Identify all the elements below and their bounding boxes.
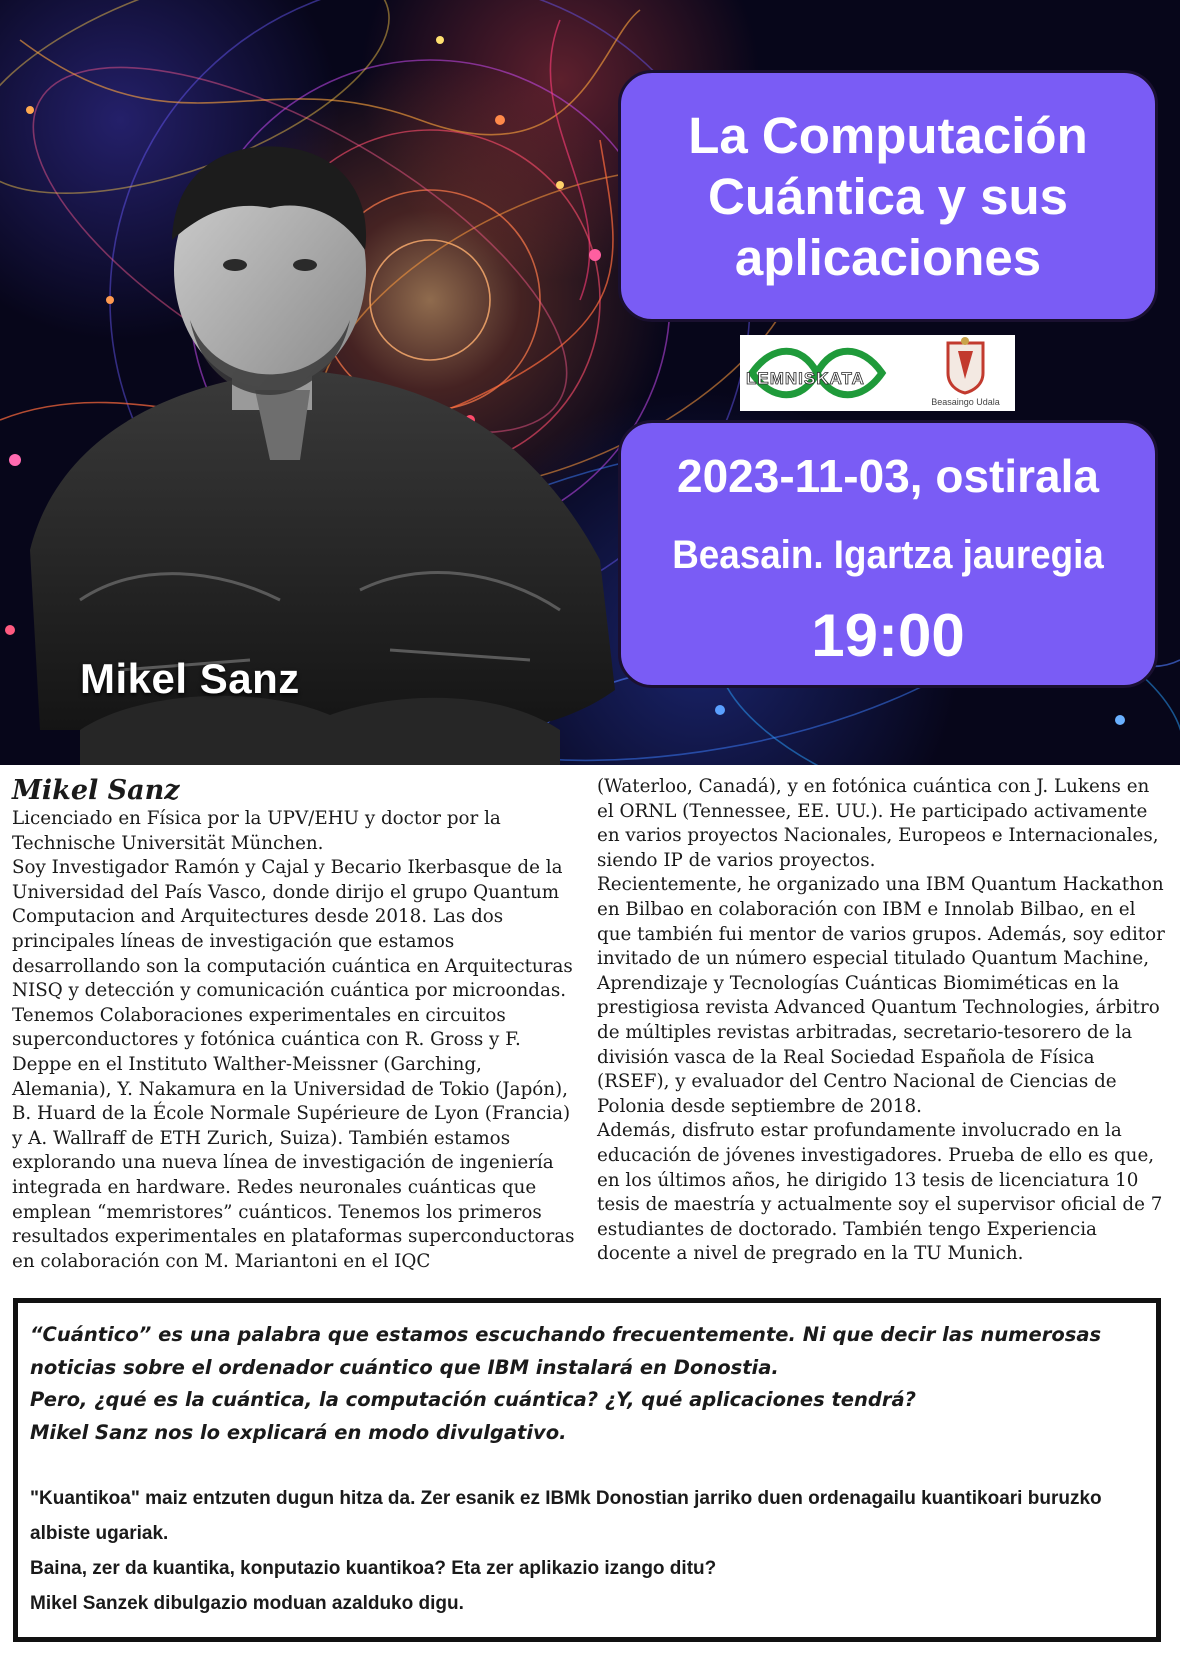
- bio-paragraph: Recientemente, he organizado una IBM Quantum Hackathon en Bilbao en colaboración con IBM e Innolab Bilbao, en el que también fui mentor de varios grupos. Además, soy editor invitado de un número especial titulado Quantum Machine, Aprendizaje y Tecnologías Cuánticas Biomiméticas en la prestigiosa revista Advanced Quantum Technologies, árbitro de múltiples revistas arbitradas, secretario-tesorero de la división vasca de la Real Sociedad Española de Física (RSEF), y evaluador del Centro Nacional de Ciencias de Polonia desde septiembre de 2018.: [597, 874, 1165, 1117]
- summary-line: Pero, ¿qué es la cuántica, la computación cuántica? ¿Y, qué aplicaciones tendrá?: [30, 1388, 916, 1411]
- lemniskata-logo: [742, 339, 892, 407]
- event-details-box: [618, 420, 1158, 688]
- summary-line: Mikel Sanzek dibulgazio moduan azalduko digu.: [30, 1593, 464, 1614]
- event-title-line: Cuántica y sus: [708, 167, 1068, 225]
- bio-paragraph: Además, disfruto estar profundamente involucrado en la educación de jóvenes investigadores. Prueba de ello es que, en los últimos años, he dirigido 13 tesis de licenciatura 10 tesis de maestría y actualmente soy el supervisor oficial de 7 estudiantes de doctorado. También tengo Experiencia docente a nivel de pregrado en la TU Munich.: [597, 1120, 1163, 1265]
- event-title-line: aplicaciones: [734, 228, 1042, 286]
- event-title-line: La Computación: [688, 106, 1088, 164]
- summary-line: Baina, zer da kuantika, konputazio kuantikoa? Eta zer aplikazio izango ditu?: [30, 1558, 717, 1579]
- beasain-crest: [918, 335, 1013, 411]
- summary-spanish: [30, 1319, 1142, 1449]
- bio-name: Mikel Sanz: [12, 775, 180, 806]
- summary-basque: [30, 1481, 1142, 1621]
- event-date: 2023-11-03, ostirala: [677, 450, 1099, 502]
- bio-paragraph: (Waterloo, Canadá), y en fotónica cuántica con J. Lukens en el ORNL (Tennessee, EE. UU.). He participado activamente en varios proyectos Nacionales, Europeos e Internacionales, siendo IP de varios proyectos.: [597, 776, 1159, 871]
- summary-line: “Cuántico” es una palabra que estamos escuchando frecuentemente. Ni que decir las numerosas noticias sobre el ordenador cuántico que IBM instalará en Donostia.: [30, 1323, 1102, 1379]
- event-title-box: [618, 70, 1158, 322]
- bio-column-left: [12, 775, 580, 1274]
- event-time: 19:00: [811, 602, 965, 669]
- sponsor-logos: [740, 335, 1015, 411]
- beasain-crest-caption: Beasaingo Udala: [931, 397, 1000, 407]
- lemniskata-logo-text: LEMNISKATA: [746, 369, 865, 388]
- summary-box: [13, 1298, 1161, 1642]
- event-venue: Beasain. Igartza jauregia: [672, 533, 1104, 577]
- bio-column-right: [597, 775, 1169, 1267]
- bio-paragraph: Licenciado en Física por la UPV/EHU y doctor por la Technische Universität München.: [12, 808, 501, 854]
- speaker-name-overlay: Mikel Sanz: [80, 655, 300, 702]
- summary-line: "Kuantikoa" maiz entzuten dugun hitza da. Zer esanik ez IBMk Donostian jarriko duen ordenagailu kuantikoari buruzko albiste ugariak.: [30, 1488, 1102, 1544]
- summary-line: Mikel Sanz nos lo explicará en modo divulgativo.: [30, 1420, 567, 1444]
- bio-paragraph: Soy Investigador Ramón y Cajal y Becario Ikerbasque de la Universidad del País Vasco, donde dirijo el grupo Quantum Computacion and Arquitectures desde 2018. Las dos principales líneas de investigación que estamos desarrollando son la computación cuántica en Arquitecturas NISQ y detección y comunicación cuántica por microondas. Tenemos Colaboraciones experimentales en circuitos superconductores y fotónica cuántica con R. Gross y F. Deppe en el Instituto Walther-Meissner (Garching, Alemania), Y. Nakamura en la Universidad de Tokio (Japón), B. Huard de la École Normale Supérieure de Lyon (Francia) y A. Wallraff de ETH Zurich, Suiza). También estamos explorando una nueva línea de investigación de ingeniería integrada en hardware. Redes neuronales cuánticas que emplean “memristores” cuánticos. Tenemos los primeros resultados experimentales en plataformas superconductoras en colaboración con M. Mariantoni en el IQC: [12, 857, 575, 1272]
- hero-banner: [0, 0, 1180, 765]
